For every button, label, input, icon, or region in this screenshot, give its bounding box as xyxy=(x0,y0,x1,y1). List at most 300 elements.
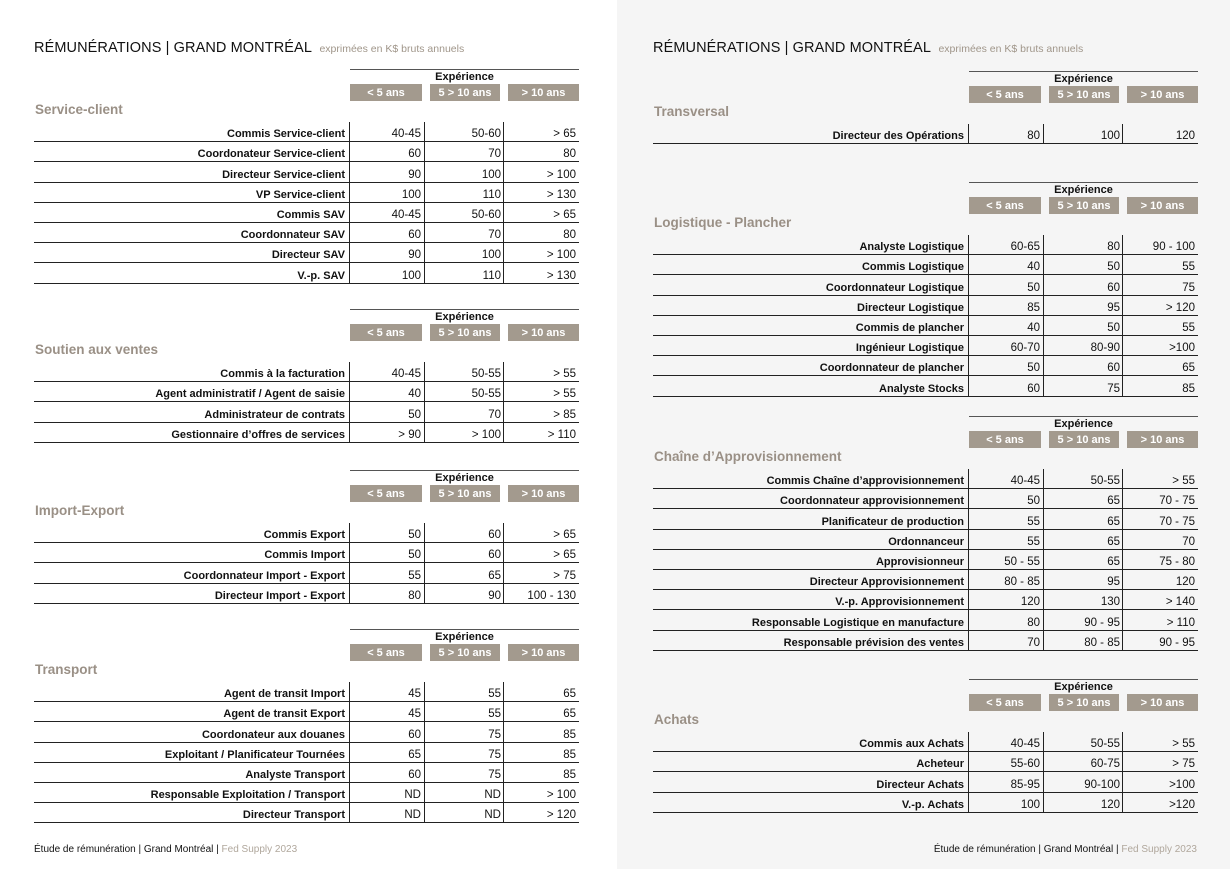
role-name: Directeur Import - Export xyxy=(214,589,345,602)
column-header: 5 > 10 ans xyxy=(1049,86,1119,103)
column-header: < 5 ans xyxy=(350,644,422,661)
salary-cell: 120 xyxy=(1175,130,1195,143)
salary-cell: > 65 xyxy=(553,208,576,221)
role-name: Directeur Transport xyxy=(242,809,345,822)
role-name: Commis Export xyxy=(263,529,345,542)
salary-cell: 100 - 130 xyxy=(527,589,576,602)
salary-cell: 85 xyxy=(563,728,576,741)
salary-cell: 70 xyxy=(1182,535,1195,548)
experience-label: Expérience xyxy=(435,311,494,323)
salary-cell: 60 xyxy=(408,148,421,161)
salary-cell: 90 - 95 xyxy=(1159,636,1195,649)
role-name: Coordonnateur de plancher xyxy=(819,362,964,375)
footer xyxy=(34,844,297,855)
salary-cell: 100 xyxy=(481,168,501,181)
column-divider xyxy=(424,523,425,604)
header-rule xyxy=(350,629,579,630)
section-title: Soutien aux ventes xyxy=(35,342,159,357)
footer-text: Étude de rémunération | Grand Montréal | xyxy=(933,844,1119,855)
salary-cell: 55 xyxy=(1182,321,1195,334)
salary-cell: 50 xyxy=(1027,362,1040,375)
column-divider xyxy=(349,362,350,443)
role-name: Commis Service-client xyxy=(227,128,345,141)
section-title: Logistique - Plancher xyxy=(654,215,792,230)
salary-cell: 50-55 xyxy=(1090,738,1120,751)
column-header: 5 > 10 ans xyxy=(1049,694,1119,711)
footer-brand: Fed Supply 2023 xyxy=(1121,844,1197,855)
title-main: RÉMUNÉRATIONS | GRAND MONTRÉAL xyxy=(34,40,312,56)
salary-cell: 50-60 xyxy=(471,208,501,221)
salary-cell: 70 xyxy=(1027,636,1040,649)
table-row xyxy=(34,162,579,182)
salary-cell: 65 xyxy=(1107,515,1120,528)
experience-header xyxy=(350,629,579,663)
role-name: Analyste Stocks xyxy=(879,382,964,395)
salary-cell: > 100 xyxy=(546,168,576,181)
table-row xyxy=(653,793,1198,813)
table-row xyxy=(34,523,579,543)
experience-label: Expérience xyxy=(1054,184,1113,196)
salary-cell: 85 xyxy=(1182,382,1195,395)
role-name: Directeur Approvisionnement xyxy=(809,576,964,589)
table-row xyxy=(34,702,579,722)
document-title xyxy=(653,39,1083,57)
salary-cell: 80 xyxy=(1027,616,1040,629)
table-row xyxy=(34,682,579,702)
table-row xyxy=(34,402,579,422)
role-name: Approvisionneur xyxy=(875,555,964,568)
title-main: RÉMUNÉRATIONS | GRAND MONTRÉAL xyxy=(653,40,931,56)
column-divider xyxy=(1043,235,1044,397)
salary-cell: 120 xyxy=(1175,576,1195,589)
salary-cell: > 55 xyxy=(553,388,576,401)
role-name: Analyste Transport xyxy=(245,768,345,781)
salary-cell: 50 xyxy=(1027,495,1040,508)
table-row xyxy=(653,296,1198,316)
role-name: Directeur Achats xyxy=(876,778,964,791)
title-subtitle: exprimées en K$ bruts annuels xyxy=(319,43,465,55)
role-name: Ingénieur Logistique xyxy=(855,342,964,355)
salary-cell: 80 xyxy=(408,589,421,602)
column-divider xyxy=(1122,732,1123,813)
salary-cell: 70 - 75 xyxy=(1159,495,1195,508)
salary-cell: 90 xyxy=(408,249,421,262)
salary-cell: > 130 xyxy=(546,269,576,282)
column-divider xyxy=(424,682,425,823)
salary-cell: 80 xyxy=(1027,130,1040,143)
role-name: Coordonateur aux douanes xyxy=(201,728,345,741)
salary-cell: 50-55 xyxy=(471,368,501,381)
column-header: > 10 ans xyxy=(1127,694,1198,711)
role-name: V.-p. SAV xyxy=(297,269,345,282)
salary-cell: 85 xyxy=(1027,301,1040,314)
page-right xyxy=(617,0,1230,869)
column-header: < 5 ans xyxy=(969,197,1041,214)
salary-cell: 110 xyxy=(482,188,501,201)
salary-cell: 40-45 xyxy=(1010,738,1040,751)
salary-cell: 70 - 75 xyxy=(1159,515,1195,528)
table-row xyxy=(34,203,579,223)
column-divider xyxy=(968,469,969,651)
role-name: Planificateur de production xyxy=(821,515,964,528)
salary-cell: 110 xyxy=(482,269,501,282)
table-row xyxy=(34,223,579,243)
column-header: > 10 ans xyxy=(508,485,579,502)
experience-header xyxy=(969,182,1198,216)
column-divider xyxy=(1043,124,1044,144)
table-row xyxy=(34,362,579,382)
header-rule xyxy=(350,470,579,471)
section-title: Transversal xyxy=(654,104,730,119)
table-row xyxy=(34,722,579,742)
salary-cell: 70 xyxy=(488,229,501,242)
footer-text: Étude de rémunération | Grand Montréal | xyxy=(34,844,219,855)
salary-cell: 65 xyxy=(563,708,576,721)
table-row xyxy=(34,122,579,142)
experience-header xyxy=(350,309,579,343)
role-name: Directeur Logistique xyxy=(857,301,964,314)
salary-cell: 40 xyxy=(408,388,421,401)
table-row xyxy=(653,124,1198,144)
salary-cell: 60 xyxy=(1107,281,1120,294)
column-header: 5 > 10 ans xyxy=(430,84,500,101)
column-header: 5 > 10 ans xyxy=(1049,197,1119,214)
document-title xyxy=(34,39,464,57)
table-row xyxy=(34,543,579,563)
salary-cell: 100 xyxy=(401,269,421,282)
salary-cell: 85 xyxy=(563,768,576,781)
footer xyxy=(934,844,1197,855)
table-row xyxy=(653,732,1198,752)
role-name: Commis de plancher xyxy=(855,321,964,334)
table-row xyxy=(653,530,1198,550)
column-divider xyxy=(968,235,969,397)
salary-cell: 60 xyxy=(488,549,501,562)
section-table xyxy=(34,122,579,284)
salary-cell: > 110 xyxy=(1166,616,1195,629)
role-name: Exploitant / Planificateur Tournées xyxy=(164,748,345,761)
experience-header xyxy=(969,679,1198,713)
salary-cell: ND xyxy=(484,789,501,802)
salary-cell: ND xyxy=(404,789,421,802)
salary-cell: 80 - 85 xyxy=(1084,636,1120,649)
salary-cell: 90 - 95 xyxy=(1084,616,1120,629)
column-divider xyxy=(1122,469,1123,651)
salary-cell: > 110 xyxy=(547,428,576,441)
salary-cell: 60-70 xyxy=(1010,342,1040,355)
section-table xyxy=(653,469,1198,651)
salary-cell: 100 xyxy=(1100,130,1120,143)
section-title: Achats xyxy=(654,712,700,727)
column-header: > 10 ans xyxy=(1127,431,1198,448)
table-row xyxy=(34,783,579,803)
role-name: Responsable Exploitation / Transport xyxy=(150,789,345,802)
salary-cell: 75 xyxy=(488,748,501,761)
role-name: Coordonnateur Logistique xyxy=(825,281,964,294)
table-row xyxy=(653,336,1198,356)
role-name: Coordonateur Service-client xyxy=(197,148,345,161)
table-row xyxy=(653,469,1198,489)
salary-cell: 70 xyxy=(488,408,501,421)
experience-header xyxy=(969,71,1198,105)
header-rule xyxy=(969,182,1198,183)
salary-cell: > 55 xyxy=(1172,738,1195,751)
role-name: Analyste Logistique xyxy=(859,241,964,254)
table-row xyxy=(34,803,579,823)
section-table xyxy=(34,523,579,604)
table-row xyxy=(653,275,1198,295)
role-name: Agent de transit Export xyxy=(223,708,345,721)
column-header: < 5 ans xyxy=(350,84,422,101)
salary-cell: 65 xyxy=(1182,362,1195,375)
header-rule xyxy=(350,69,579,70)
column-divider xyxy=(349,122,350,284)
salary-cell: 85-95 xyxy=(1010,778,1040,791)
salary-cell: 60 xyxy=(1027,382,1040,395)
experience-header xyxy=(350,69,579,103)
salary-cell: 75 xyxy=(1107,382,1120,395)
salary-cell: 55 xyxy=(1027,515,1040,528)
salary-cell: 90 xyxy=(488,589,501,602)
salary-cell: 70 xyxy=(488,148,501,161)
column-divider xyxy=(424,362,425,443)
salary-cell: 45 xyxy=(408,708,421,721)
salary-cell: 75 xyxy=(488,768,501,781)
salary-cell: 40-45 xyxy=(1010,475,1040,488)
table-row xyxy=(34,263,579,283)
table-row xyxy=(34,743,579,763)
salary-cell: 50-60 xyxy=(471,128,501,141)
salary-cell: 50 xyxy=(408,408,421,421)
salary-cell: 90-100 xyxy=(1084,778,1120,791)
salary-cell: >120 xyxy=(1169,798,1195,811)
column-header: 5 > 10 ans xyxy=(430,644,500,661)
column-divider xyxy=(1122,124,1123,144)
salary-cell: 60 xyxy=(408,728,421,741)
salary-cell: > 120 xyxy=(546,809,576,822)
salary-cell: 55 xyxy=(488,708,501,721)
salary-cell: 40 xyxy=(1027,321,1040,334)
column-divider xyxy=(1043,469,1044,651)
role-name: Commis Import xyxy=(264,549,345,562)
salary-cell: > 90 xyxy=(398,428,421,441)
role-name: Coordonnateur approvisionnement xyxy=(780,495,964,508)
salary-cell: >100 xyxy=(1169,778,1195,791)
table-row xyxy=(34,563,579,583)
header-rule xyxy=(969,679,1198,680)
salary-cell: 40-45 xyxy=(391,368,421,381)
salary-cell: 60 xyxy=(408,768,421,781)
salary-cell: 85 xyxy=(563,748,576,761)
role-name: Commis Chaîne d’approvisionnement xyxy=(766,475,964,488)
role-name: Directeur SAV xyxy=(271,249,345,262)
salary-cell: 80-90 xyxy=(1090,342,1120,355)
table-row xyxy=(653,610,1198,630)
salary-cell: 100 xyxy=(401,188,421,201)
role-name: Directeur des Opérations xyxy=(832,130,964,143)
salary-cell: 65 xyxy=(408,748,421,761)
role-name: Acheteur xyxy=(916,758,964,771)
column-header: > 10 ans xyxy=(1127,197,1198,214)
salary-cell: 55 xyxy=(1027,535,1040,548)
section-title: Transport xyxy=(35,662,98,677)
salary-cell: 80 xyxy=(1107,241,1120,254)
column-divider xyxy=(1122,235,1123,397)
salary-cell: 130 xyxy=(1100,596,1120,609)
salary-cell: 50 xyxy=(408,529,421,542)
role-name: Agent administratif / Agent de saisie xyxy=(155,388,345,401)
salary-cell: > 120 xyxy=(1165,301,1195,314)
table-row xyxy=(653,590,1198,610)
column-divider xyxy=(349,682,350,823)
salary-cell: 60 xyxy=(488,529,501,542)
salary-cell: 90 - 100 xyxy=(1152,241,1195,254)
section-table xyxy=(653,124,1198,144)
salary-cell: > 100 xyxy=(546,249,576,262)
salary-cell: > 65 xyxy=(553,128,576,141)
section-table xyxy=(34,362,579,443)
salary-cell: 65 xyxy=(563,688,576,701)
salary-cell: 50 xyxy=(1107,261,1120,274)
salary-cell: 40 xyxy=(1027,261,1040,274)
section-table xyxy=(34,682,579,823)
column-header: > 10 ans xyxy=(1127,86,1198,103)
salary-cell: 55-60 xyxy=(1010,758,1040,771)
experience-label: Expérience xyxy=(1054,73,1113,85)
experience-header xyxy=(969,416,1198,450)
column-header: < 5 ans xyxy=(350,485,422,502)
column-header: < 5 ans xyxy=(350,324,422,341)
column-divider xyxy=(503,122,504,284)
salary-cell: 65 xyxy=(1107,495,1120,508)
column-header: 5 > 10 ans xyxy=(430,485,500,502)
table-row xyxy=(34,183,579,203)
column-divider xyxy=(968,732,969,813)
salary-cell: > 140 xyxy=(1165,596,1195,609)
column-header: 5 > 10 ans xyxy=(1049,431,1119,448)
role-name: Responsable Logistique en manufacture xyxy=(751,616,964,629)
salary-cell: > 75 xyxy=(1172,758,1195,771)
role-name: Commis aux Achats xyxy=(859,738,964,751)
column-divider xyxy=(503,523,504,604)
salary-cell: 75 xyxy=(488,728,501,741)
salary-cell: 50 xyxy=(408,549,421,562)
salary-cell: 75 - 80 xyxy=(1159,555,1195,568)
column-header: > 10 ans xyxy=(508,644,579,661)
salary-cell: 100 xyxy=(1020,798,1040,811)
salary-cell: 60 xyxy=(1107,362,1120,375)
table-row xyxy=(34,142,579,162)
section-table xyxy=(653,235,1198,397)
salary-cell: 100 xyxy=(481,249,501,262)
column-header: < 5 ans xyxy=(969,431,1041,448)
section-title: Service-client xyxy=(35,102,123,117)
salary-cell: 65 xyxy=(488,569,501,582)
salary-cell: > 100 xyxy=(471,428,501,441)
role-name: Responsable prévision des ventes xyxy=(783,636,964,649)
column-divider xyxy=(503,682,504,823)
role-name: Ordonnanceur xyxy=(888,535,964,548)
table-row xyxy=(653,235,1198,255)
table-row xyxy=(34,243,579,263)
salary-cell: > 55 xyxy=(553,368,576,381)
experience-label: Expérience xyxy=(1054,681,1113,693)
salary-cell: > 100 xyxy=(546,789,576,802)
salary-cell: 120 xyxy=(1100,798,1120,811)
salary-cell: 50-55 xyxy=(1090,475,1120,488)
salary-cell: 80 - 85 xyxy=(1004,576,1040,589)
salary-cell: > 75 xyxy=(553,569,576,582)
experience-header xyxy=(350,470,579,504)
column-header: 5 > 10 ans xyxy=(430,324,500,341)
salary-cell: 95 xyxy=(1107,576,1120,589)
table-row xyxy=(653,356,1198,376)
salary-cell: > 55 xyxy=(1172,475,1195,488)
salary-cell: 90 xyxy=(408,168,421,181)
table-row xyxy=(34,382,579,402)
role-name: V.-p. Achats xyxy=(901,798,964,811)
salary-cell: 65 xyxy=(1107,555,1120,568)
role-name: VP Service-client xyxy=(255,188,345,201)
experience-label: Expérience xyxy=(1054,418,1113,430)
role-name: Commis à la facturation xyxy=(220,368,345,381)
role-name: Coordonnateur SAV xyxy=(240,229,345,242)
experience-label: Expérience xyxy=(435,71,494,83)
column-divider xyxy=(424,122,425,284)
table-row xyxy=(653,489,1198,509)
salary-cell: 95 xyxy=(1107,301,1120,314)
salary-cell: 80 xyxy=(563,229,576,242)
salary-cell: 40-45 xyxy=(391,128,421,141)
title-subtitle: exprimées en K$ bruts annuels xyxy=(938,43,1084,55)
salary-cell: 60 xyxy=(408,229,421,242)
table-row xyxy=(653,509,1198,529)
column-divider xyxy=(968,124,969,144)
column-header: > 10 ans xyxy=(508,84,579,101)
salary-cell: 50-55 xyxy=(471,388,501,401)
role-name: Directeur Service-client xyxy=(222,168,345,181)
salary-cell: 45 xyxy=(408,688,421,701)
salary-cell: ND xyxy=(404,809,421,822)
table-row xyxy=(653,550,1198,570)
table-row xyxy=(653,255,1198,275)
column-header: < 5 ans xyxy=(969,694,1041,711)
column-divider xyxy=(1043,732,1044,813)
salary-cell: 80 xyxy=(563,148,576,161)
salary-cell: 50 xyxy=(1107,321,1120,334)
experience-label: Expérience xyxy=(435,472,494,484)
column-header: < 5 ans xyxy=(969,86,1041,103)
salary-cell: 50 xyxy=(1027,281,1040,294)
salary-cell: >100 xyxy=(1169,342,1195,355)
table-row xyxy=(653,752,1198,772)
salary-cell: 60-65 xyxy=(1010,241,1040,254)
footer-brand: Fed Supply 2023 xyxy=(221,844,298,855)
column-divider xyxy=(503,362,504,443)
column-divider xyxy=(349,523,350,604)
section-title: Import-Export xyxy=(35,503,125,518)
table-row xyxy=(34,423,579,443)
section-title: Chaîne d’Approvisionnement xyxy=(654,449,842,464)
table-row xyxy=(653,772,1198,792)
salary-cell: 120 xyxy=(1020,596,1040,609)
salary-cell: 65 xyxy=(1107,535,1120,548)
table-row xyxy=(34,763,579,783)
header-rule xyxy=(969,416,1198,417)
salary-cell: 55 xyxy=(488,688,501,701)
salary-cell: 40-45 xyxy=(391,208,421,221)
header-rule xyxy=(969,71,1198,72)
